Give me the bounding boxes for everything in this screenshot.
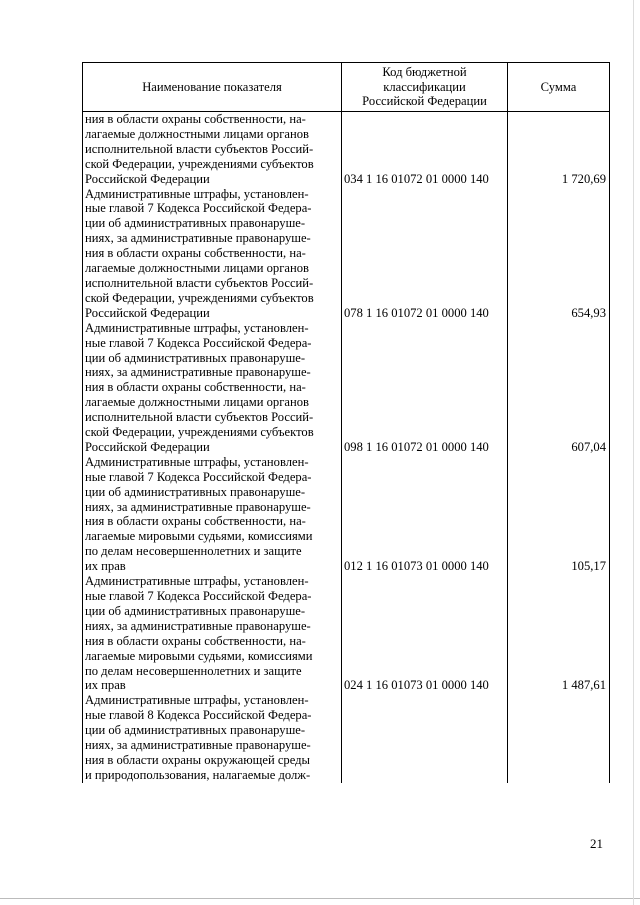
indicator-name-line: ции об административных правонаруше- (85, 723, 306, 738)
indicator-name-cell (83, 574, 342, 693)
indicator-name-line: их прав (85, 678, 126, 693)
indicator-name-line: Административные штрафы, установлен- (85, 320, 309, 335)
indicator-name-line: Российской Федерации (85, 171, 210, 186)
sum-cell: 1 487,61 (508, 574, 610, 693)
indicator-name-line: и природопользования, налагаемые долж- (85, 767, 311, 782)
indicator-name-line: ниях, за административные правонаруше- (85, 231, 311, 246)
indicator-name-line: ции об административных правонаруше- (85, 350, 306, 365)
table-row (83, 321, 610, 455)
indicator-name-line: ния в области охраны собственности, на- (85, 514, 306, 529)
table-row (83, 187, 610, 321)
indicator-name-cell (83, 321, 342, 455)
indicator-name-line: Административные штрафы, установлен- (85, 454, 309, 469)
indicator-name-line: ской Федерации, учреждениями субъектов (85, 156, 314, 171)
indicator-name-line: по делам несовершеннолетних и защите (85, 663, 302, 678)
indicator-name-cell (83, 112, 342, 187)
table-row (83, 693, 610, 782)
indicator-name-line: Административные штрафы, установлен- (85, 186, 309, 201)
indicator-name-line: ции об административных правонаруше- (85, 484, 306, 499)
indicator-name-line: ния в области охраны окружающей среды (85, 752, 311, 767)
budget-code-cell: 012 1 16 01073 01 0000 140 (342, 455, 508, 574)
indicator-name-line: ции об административных правонаруше- (85, 216, 306, 231)
table-row (83, 574, 610, 693)
page-bottom-edge (0, 898, 640, 899)
header-code (342, 63, 508, 112)
indicator-name-line: ниях, за административные правонаруше- (85, 365, 311, 380)
indicator-name-line: лагаемые мировыми судьями, комиссиями (85, 648, 313, 663)
table-row (83, 112, 610, 187)
indicator-name-line: лагаемые должностными лицами органов (85, 126, 309, 141)
sum-cell: 105,17 (508, 455, 610, 574)
indicator-name-line: исполнительной власти субъектов Россий- (85, 275, 314, 290)
indicator-name-line: по делам несовершеннолетних и защите (85, 544, 302, 559)
page-number: 21 (590, 836, 603, 851)
indicator-name-line: исполнительной власти субъектов Россий- (85, 141, 314, 156)
indicator-name-line: ные главой 7 Кодекса Российской Федера- (85, 201, 312, 216)
indicator-name-line: ниях, за административные правонаруше- (85, 618, 311, 633)
indicator-name-line: лагаемые должностными лицами органов (85, 261, 309, 276)
budget-code-cell: 078 1 16 01072 01 0000 140 (342, 187, 508, 321)
page-right-edge (633, 0, 634, 905)
indicator-name-line: ской Федерации, учреждениями субъектов (85, 290, 314, 305)
indicator-name-line: лагаемые должностными лицами органов (85, 395, 309, 410)
table-row (83, 455, 610, 574)
sum-cell: 654,93 (508, 187, 610, 321)
indicator-name-cell (83, 693, 342, 782)
budget-code-cell: 098 1 16 01072 01 0000 140 (342, 321, 508, 455)
budget-table (82, 62, 610, 783)
header-code-line: классификации (383, 79, 466, 94)
indicator-name-line: ции об административных правонаруше- (85, 603, 306, 618)
budget-code-cell: 034 1 16 01072 01 0000 140 (342, 112, 508, 187)
header-name: Наименование показателя (83, 63, 342, 112)
sum-cell (508, 693, 610, 782)
budget-code-cell: 024 1 16 01073 01 0000 140 (342, 574, 508, 693)
sum-cell: 607,04 (508, 321, 610, 455)
sum-cell: 1 720,69 (508, 112, 610, 187)
indicator-name-line: Административные штрафы, установлен- (85, 574, 309, 589)
header-sum: Сумма (508, 63, 610, 112)
header-code-line: Российской Федерации (362, 94, 487, 109)
header-code-line: Код бюджетной (382, 64, 467, 79)
indicator-name-line: Административные штрафы, установлен- (85, 693, 309, 708)
indicator-name-line: ния в области охраны собственности, на- (85, 380, 306, 395)
indicator-name-line: ные главой 7 Кодекса Российской Федера- (85, 335, 312, 350)
indicator-name-line: их прав (85, 559, 126, 574)
indicator-name-line: ской Федерации, учреждениями субъектов (85, 425, 314, 440)
indicator-name-line: ные главой 7 Кодекса Российской Федера- (85, 469, 312, 484)
indicator-name-line: ные главой 7 Кодекса Российской Федера- (85, 589, 312, 603)
indicator-name-cell (83, 187, 342, 321)
indicator-name-line: ные главой 8 Кодекса Российской Федера- (85, 708, 312, 723)
indicator-name-line: Российской Федерации (85, 305, 210, 320)
indicator-name-cell (83, 455, 342, 574)
indicator-name-line: ниях, за административные правонаруше- (85, 499, 311, 514)
indicator-name-line: исполнительной власти субъектов Россий- (85, 410, 314, 425)
indicator-name-line: ниях, за административные правонаруше- (85, 738, 311, 753)
indicator-name-line: ния в области охраны собственности, на- (85, 112, 306, 126)
indicator-name-line: Российской Федерации (85, 439, 210, 454)
indicator-name-line: ния в области охраны собственности, на- (85, 633, 306, 648)
table-header-row (83, 63, 610, 112)
budget-code-cell (342, 693, 508, 782)
indicator-name-line: ния в области охраны собственности, на- (85, 246, 306, 261)
indicator-name-line: лагаемые мировыми судьями, комиссиями (85, 529, 313, 544)
